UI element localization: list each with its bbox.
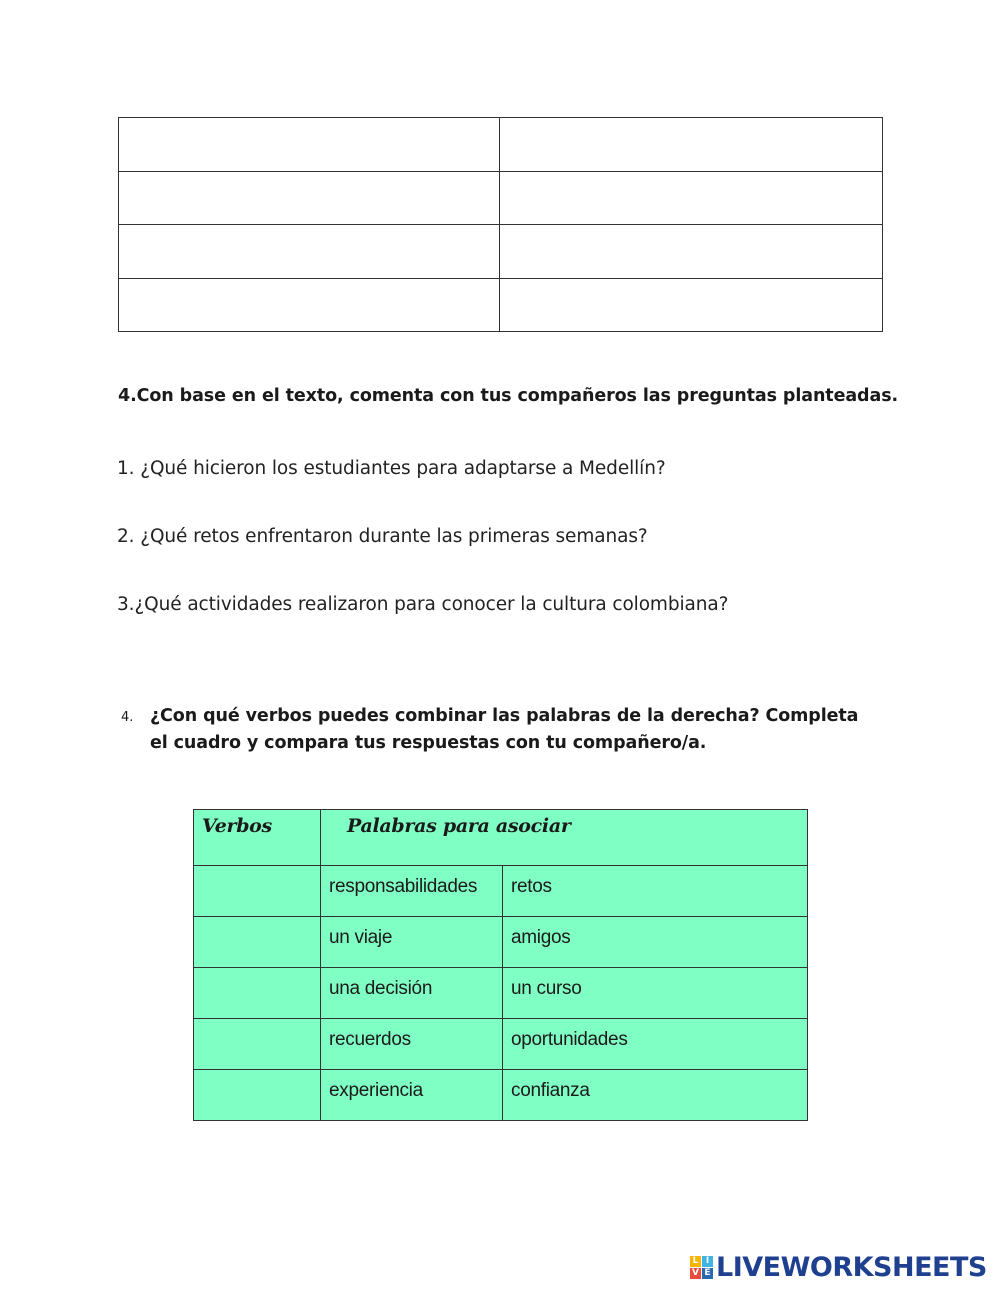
verb-table-row [194,1070,808,1121]
answer-cell [119,225,500,279]
item-4-instruction: ¿Con qué verbos puedes combinar las palabras de la derecha? Completa el cuadro y compara tus respuestas con tu compañero/a. [150,706,859,753]
header-verbos: Verbos [194,810,321,866]
word-cell: retos [503,866,808,917]
answer-input[interactable] [500,225,882,278]
verb-input[interactable] [194,927,320,967]
answer-cell [500,118,883,172]
word-cell: experiencia [321,1070,503,1121]
header-palabras: Palabras para asociar [321,810,808,866]
liveworksheets-logo-icon: L I V E [690,1256,713,1279]
liveworksheets-logo [690,1250,987,1284]
verb-table-row [194,866,808,917]
verb-input[interactable] [194,1080,320,1120]
item-4-number: 4. [121,710,134,725]
liveworksheets-logo-text: LIVEWORKSHEETS [716,1251,987,1283]
answer-row [119,278,883,332]
answer-input[interactable] [500,172,882,225]
answer-row [119,118,883,172]
verb-input-cell [194,1019,321,1070]
answer-row [119,225,883,279]
word-cell: oportunidades [503,1019,808,1070]
word-cell: confianza [503,1070,808,1121]
question-1: 1. ¿Qué hicieron los estudiantes para adaptarse a Medellín? [117,458,666,479]
word-cell: un curso [503,968,808,1019]
answer-cell [119,278,500,332]
answer-row [119,171,883,225]
verb-table-row [194,968,808,1019]
word-cell: una decisión [321,968,503,1019]
answer-input[interactable] [500,279,882,332]
question-3: 3.¿Qué actividades realizaron para conocer la cultura colombiana? [117,594,729,615]
answer-input[interactable] [119,118,499,171]
word-cell: amigos [503,917,808,968]
answer-input[interactable] [119,225,499,278]
section-4-heading: 4.Con base en el texto, comenta con tus compañeros las preguntas planteadas. [118,386,899,406]
word-cell: un viaje [321,917,503,968]
answer-cell [119,118,500,172]
answer-input[interactable] [119,172,499,225]
answer-cell [119,171,500,225]
answer-cell [500,171,883,225]
question-2: 2. ¿Qué retos enfrentaron durante las primeras semanas? [117,526,648,547]
verb-table-row [194,917,808,968]
verb-input[interactable] [194,1029,320,1069]
verb-input-cell [194,968,321,1019]
verb-input-cell [194,917,321,968]
verb-input[interactable] [194,978,320,1018]
answer-input[interactable] [500,118,882,171]
word-cell: recuerdos [321,1019,503,1070]
verb-table-row [194,1019,808,1070]
verb-input-cell [194,866,321,917]
answer-input[interactable] [119,279,499,332]
answer-cell [500,278,883,332]
verb-table [193,809,808,1121]
verb-input-cell [194,1070,321,1121]
answer-table [118,117,883,332]
word-cell: responsabilidades [321,866,503,917]
verb-table-header [194,810,808,866]
answer-cell [500,225,883,279]
verb-input[interactable] [194,876,320,916]
